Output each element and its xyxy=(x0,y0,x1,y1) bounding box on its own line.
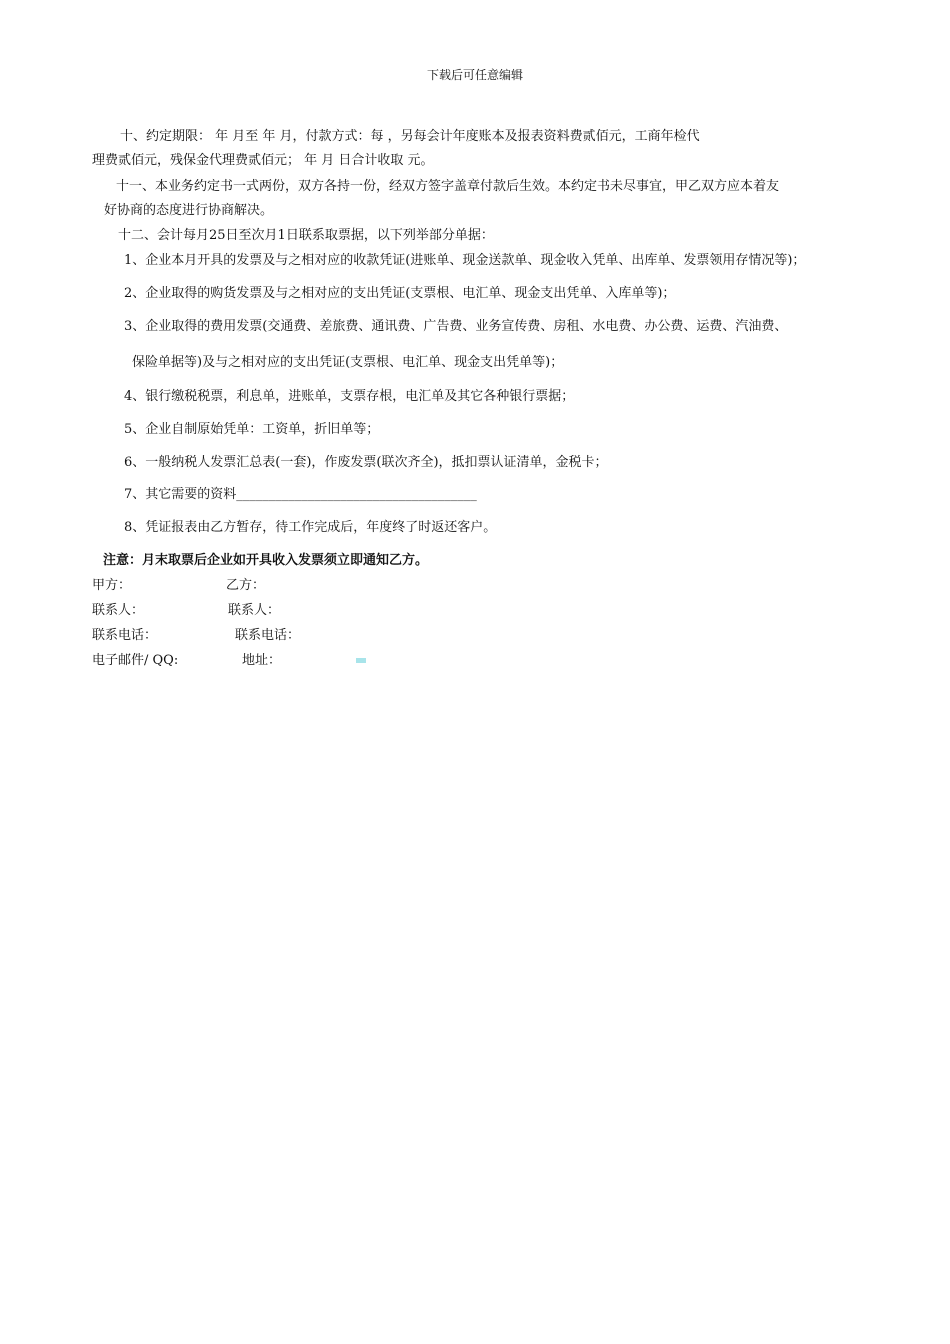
clause-11-line-2: 好协商的态度进行协商解决。 xyxy=(104,203,274,218)
highlight-marker xyxy=(356,658,366,663)
list-item-1: 1、企业本月开具的发票及与之相对应的收款凭证(进账单、现金送款单、现金收入凭单、出库单、发票领用存情况等)； xyxy=(124,253,806,268)
clause-12-title: 十二、会计每月25日至次月1日联系取票据，以下列举部分单据： xyxy=(118,228,494,243)
list-item-3-line-2: 保险单据等)及与之相对应的支出凭证(支票根、电汇单、现金支出凭单等)； xyxy=(132,355,564,370)
contact-a-label: 联系人： xyxy=(92,603,145,618)
list-item-3-line-1: 3、企业取得的费用发票(交通费、差旅费、通讯费、广告费、业务宣传费、房租、水电费、办公费、运费、汽油费、 xyxy=(124,319,788,334)
clause-10-line-2: 理费贰佰元，残保金代理费贰佰元； 年 月 日合计收取 元。 xyxy=(92,153,434,168)
party-b-label: 乙方： xyxy=(226,578,266,593)
list-item-8: 8、凭证报表由乙方暂存，待工作完成后，年度终了时返还客户。 xyxy=(124,520,497,535)
list-item-7: 7、其它需要的资料_____________________________________ xyxy=(124,487,477,502)
header-note: 下载后可任意编辑 xyxy=(426,68,523,82)
list-item-5: 5、企业自制原始凭单：工资单，折旧单等； xyxy=(124,422,380,437)
notice-text: 注意：月末取票后企业如开具收入发票须立即通知乙方。 xyxy=(103,553,429,568)
clause-11-line-1: 十一、本业务约定书一式两份，双方各持一份，经双方签字盖章付款后生效。本约定书未尽事宜，甲乙双方应本着友 xyxy=(116,179,780,194)
list-item-6: 6、一般纳税人发票汇总表(一套)，作废发票(联次齐全)，抵扣票认证清单，金税卡； xyxy=(124,455,608,470)
list-item-2: 2、企业取得的购货发票及与之相对应的支出凭证(支票根、电汇单、现金支出凭单、入库单等)； xyxy=(124,286,676,301)
email-a-label: 电子邮件/ QQ: xyxy=(92,653,179,668)
party-a-label: 甲方： xyxy=(92,578,132,593)
clause-10-line-1: 十、约定期限： 年 月至 年 月，付款方式：每 ，另每会计年度账本及报表资料费贰佰元，工商年检代 xyxy=(120,129,700,144)
contact-b-label: 联系人： xyxy=(228,603,281,618)
list-item-4: 4、银行缴税税票，利息单，进账单，支票存根，电汇单及其它各种银行票据； xyxy=(124,389,575,404)
phone-a-label: 联系电话： xyxy=(92,628,158,643)
address-b-label: 地址： xyxy=(242,653,282,668)
phone-b-label: 联系电话： xyxy=(235,628,301,643)
